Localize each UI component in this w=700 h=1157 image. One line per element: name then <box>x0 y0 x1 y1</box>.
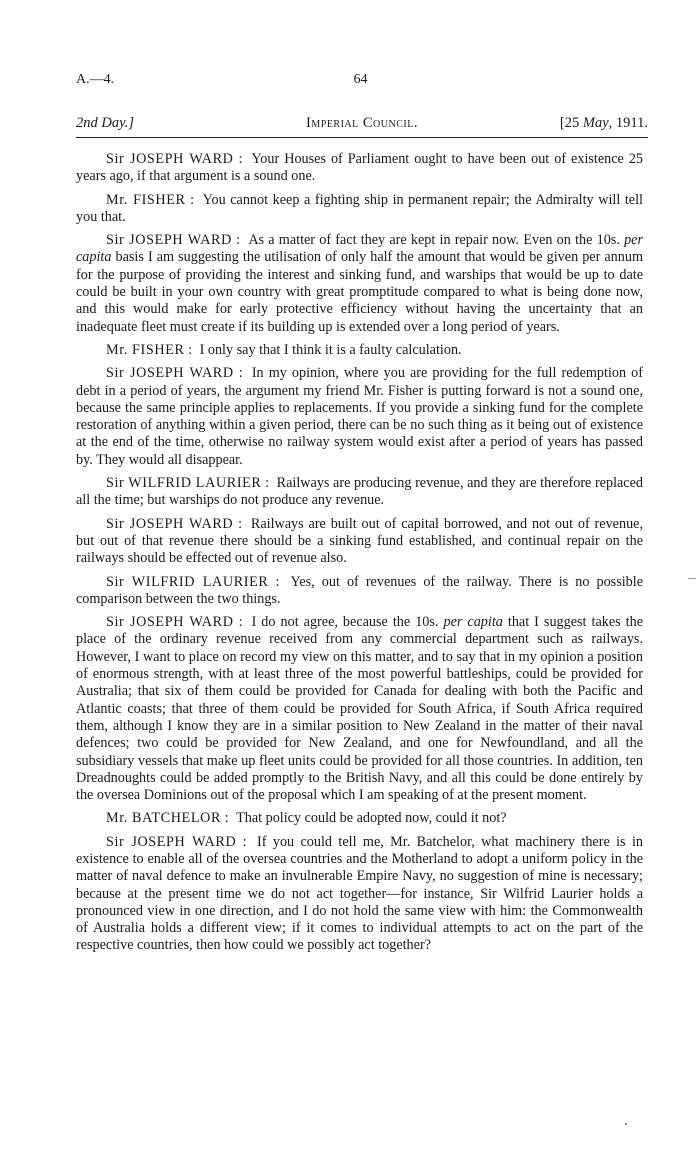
speaker-separator: : <box>233 614 248 631</box>
speaker-name: Sir JOSEPH WARD <box>106 151 234 167</box>
speech-paragraph <box>76 614 643 804</box>
speech-text: Yes, out of revenues of the railway. There is no possible comparison between the two things. <box>76 573 643 607</box>
speaker-name: Mr. BATCHELOR <box>106 810 222 827</box>
speech-text: that I suggest takes the place of the ordinary revenue received from any commercial department such as railways. However, I want to place on record my view on this matter, and to say that in my opinion a position of enormous strength, with at least three of the most powerful battleships, could be provided for Australia; that six of them could be provided for Canada for dealing with both the Pacific and Atlantic coasts; that three of them could be provided for South Africa, if South Africa required them, although I know they are in a similar position to New Zealand in the matter of their naval defences; two could be provided for New Zealand, and one for Newfoundland, and all the subsidiary vessels that make up fleet units could be provided for all those countries. In addition, ten Dreadnoughts could be added promptly to the British Navy, and all this could be done entirely by the oversea Dominions out of the proposal which I am speaking of at the present moment. <box>76 614 644 804</box>
speech-paragraph <box>76 516 643 568</box>
speech-text: If you could tell me, Mr. Batchelor, what machinery there is in existence to enable all of the oversea countries and the Motherland to adopt a uniform policy in the matter of naval defence to make an invulnerable Empire Navy, no suggestion of mine is necessary; because at the present time we do not act together—for instance, Sir Wilfrid Laurier holds a pronounced view in one direction, and I do not hold the same view with him: the Commonwealth of Australia holds a different view; if it comes to individual attempts to act on the part of the respective countries, then how could we possibly act together? <box>76 833 643 954</box>
ink-dot <box>625 1123 627 1125</box>
speaker-separator: : <box>268 573 287 590</box>
speaker-name: Sir JOSEPH WARD <box>106 365 234 382</box>
running-header-title: Imperial Council. <box>306 115 418 131</box>
speaker-separator: : <box>233 365 248 382</box>
speech-paragraph <box>76 475 643 510</box>
running-header <box>76 113 648 138</box>
speaker-separator: : <box>231 232 245 249</box>
speaker-separator: : <box>185 191 199 208</box>
speaker-separator: : <box>233 515 247 532</box>
speech-text: I only say that I think it is a faulty calculation. <box>199 341 462 358</box>
speech-text: That policy could be adopted now, could it not? <box>236 810 507 827</box>
speech-paragraph <box>76 834 643 955</box>
speech-paragraph <box>76 151 643 186</box>
speech-paragraph <box>76 342 643 359</box>
speech-text: Railways are built out of capital borrowed, and not out of revenue, but out of that revenue there should be a sinking fund established, and continual repair on the railways should be effected out of revenue also. <box>76 515 644 567</box>
speaker-separator: : <box>184 341 196 358</box>
margin-mark <box>688 578 696 579</box>
speaker-separator: : <box>236 833 254 850</box>
speech-paragraph <box>76 365 643 469</box>
transcript-body <box>76 151 643 955</box>
speech-paragraph <box>76 192 643 227</box>
speech-text: Your Houses of Parliament ought to have been out of existence 25 years ago, if that argument is a sound one. <box>76 151 644 185</box>
speech-paragraph <box>76 574 643 609</box>
speech-text: In my opinion, where you are providing for the full redemption of debt in a period of years, the argument my friend Mr. Fisher is putting forward is not a sound one, because the same principle applies to replacements. If you provide a sinking fund for the complete restoration of anything within a given period, there can be no such thing as it being out of existence at the end of the time, otherwise no railway system would exist after a period of years has passed by. They would all disappear. <box>76 365 643 468</box>
speech-text: You cannot keep a fighting ship in permanent repair; the Admiralty will tell you that. <box>76 191 643 225</box>
speaker-name: Mr. FISHER <box>106 191 186 208</box>
speaker-separator: : <box>261 475 273 492</box>
running-header-day: 2nd Day.] <box>76 115 134 131</box>
speaker-name: Sir JOSEPH WARD <box>106 515 234 532</box>
speaker-name: Sir JOSEPH WARD <box>106 614 234 631</box>
italic-term: per capita <box>443 614 503 631</box>
document-reference: A.—4. <box>76 72 115 87</box>
speaker-name: Sir WILFRID LAURIER <box>106 573 269 590</box>
speech-text: I do not agree, because the 10s. <box>251 614 444 631</box>
speaker-name: Mr. FISHER <box>106 341 185 358</box>
speaker-name: Sir WILFRID LAURIER <box>106 475 262 492</box>
page-number: 64 <box>353 72 368 87</box>
speech-paragraph <box>76 232 643 336</box>
speaker-separator: : <box>221 810 233 827</box>
speech-text: Railways are producing revenue, and they are therefore replaced all the time; but warships do not produce any revenue. <box>76 475 643 509</box>
speech-paragraph <box>76 810 643 827</box>
speaker-name: Sir JOSEPH WARD <box>106 833 237 850</box>
running-header-date: [25 May, 1911. <box>559 115 648 131</box>
italic-term: per capita <box>76 232 643 266</box>
speaker-separator: : <box>233 151 248 167</box>
speech-text: As a matter of fact they are kept in repair now. Even on the 10s. <box>248 232 625 249</box>
speech-text: basis I am suggesting the utilisation of only half the amount that would be given per annum for the purpose of providing the interest and sinking fund, and warships that would be up to date could be built in your own country with great promptitude compared to what is being done now, and this would make for early protective efficiency without having the uncertainty that an inadequate fleet must create if its building up is extended over a long period of years. <box>76 249 643 335</box>
page-top-row <box>76 72 645 92</box>
speaker-name: Sir JOSEPH WARD <box>106 232 232 249</box>
